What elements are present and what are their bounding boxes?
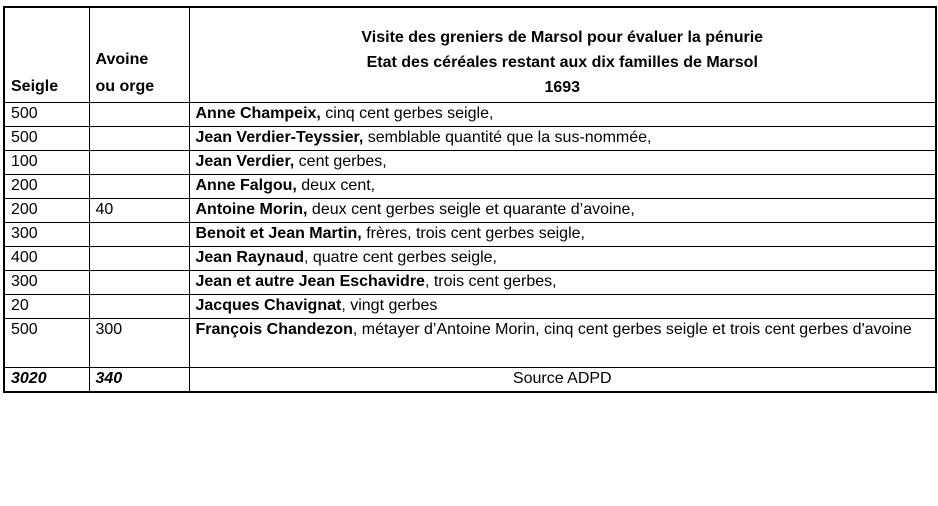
cell-avoine: 300 — [89, 319, 189, 368]
grain-note: , quatre cent gerbes seigle, — [303, 249, 497, 266]
table-header — [4, 7, 936, 103]
header-seigle-label: Seigle — [11, 78, 59, 95]
table-row — [4, 127, 936, 151]
table-row — [4, 295, 936, 319]
cell-avoine — [89, 247, 189, 271]
header-seigle — [4, 7, 89, 103]
cell-description — [189, 151, 936, 175]
cell-avoine — [89, 295, 189, 319]
grain-note: , vingt gerbes — [341, 297, 438, 314]
cell-avoine — [89, 223, 189, 247]
family-name: Jean Verdier, — [195, 153, 295, 170]
cell-description — [189, 199, 936, 223]
family-name: Jean Raynaud — [195, 249, 304, 266]
cell-avoine: 40 — [89, 199, 189, 223]
family-name: Jean et autre Jean Eschavidre — [195, 273, 425, 290]
table-row — [4, 175, 936, 199]
cell-seigle: 200 — [4, 199, 89, 223]
cell-seigle: 500 — [4, 319, 89, 368]
cereal-inventory-table — [3, 6, 937, 393]
cell-avoine — [89, 271, 189, 295]
total-seigle: 3020 — [4, 368, 89, 393]
total-avoine: 340 — [89, 368, 189, 393]
family-name: Benoit et Jean Martin, — [195, 225, 362, 242]
grain-note: deux cent gerbes seigle et quarante d’avoine, — [307, 201, 635, 218]
table-row — [4, 199, 936, 223]
title-line-2: Etat des céréales restant aux dix familles de Marsol — [366, 54, 758, 71]
family-name: Jean Verdier-Teyssier, — [195, 129, 364, 146]
grain-note: semblable quantité que la sus-nommée, — [363, 129, 652, 146]
cell-avoine — [89, 103, 189, 127]
total-row — [4, 368, 936, 393]
table-row — [4, 223, 936, 247]
cell-description — [189, 247, 936, 271]
cell-seigle: 500 — [4, 127, 89, 151]
table-row — [4, 103, 936, 127]
grain-note: cent gerbes, — [294, 153, 387, 170]
cell-description — [189, 127, 936, 151]
family-name: Jacques Chavignat — [195, 297, 342, 314]
grain-note: , trois cent gerbes, — [424, 273, 557, 290]
header-avoine — [89, 7, 189, 103]
grain-note: deux cent, — [296, 177, 376, 194]
cell-description — [189, 271, 936, 295]
cell-description — [189, 103, 936, 127]
cell-avoine — [89, 151, 189, 175]
source-note: Source ADPD — [189, 368, 936, 393]
cell-seigle: 300 — [4, 271, 89, 295]
grain-note: cinq cent gerbes seigle, — [320, 105, 494, 122]
table-row — [4, 271, 936, 295]
cell-seigle: 300 — [4, 223, 89, 247]
cell-description — [189, 295, 936, 319]
cell-avoine — [89, 127, 189, 151]
header-title — [189, 7, 936, 103]
cell-avoine — [89, 175, 189, 199]
grain-note: frères, trois cent gerbes seigle, — [361, 225, 585, 242]
cell-seigle: 20 — [4, 295, 89, 319]
family-name: Anne Falgou, — [195, 177, 297, 194]
header-row — [4, 7, 936, 103]
cereal-inventory-table-wrapper — [3, 6, 935, 393]
cell-description — [189, 175, 936, 199]
table-row — [4, 151, 936, 175]
family-name: François Chandezon — [195, 321, 353, 338]
header-avoine-line1: Avoine — [95, 51, 149, 68]
cell-description — [189, 223, 936, 247]
cell-seigle: 400 — [4, 247, 89, 271]
cell-seigle: 200 — [4, 175, 89, 199]
title-year: 1693 — [544, 79, 581, 96]
cell-seigle: 100 — [4, 151, 89, 175]
cell-description — [189, 319, 936, 368]
cell-seigle: 500 — [4, 103, 89, 127]
table-row — [4, 319, 936, 368]
grain-note: , métayer d’Antoine Morin, cinq cent gerbes seigle et trois cent gerbes d'avoine — [352, 321, 912, 338]
family-name: Antoine Morin, — [195, 201, 308, 218]
header-avoine-line2: ou orge — [95, 78, 155, 95]
family-name: Anne Champeix, — [195, 105, 321, 122]
title-line-1: Visite des greniers de Marsol pour évaluer la pénurie — [361, 29, 764, 46]
table-body — [4, 103, 936, 393]
table-row — [4, 247, 936, 271]
